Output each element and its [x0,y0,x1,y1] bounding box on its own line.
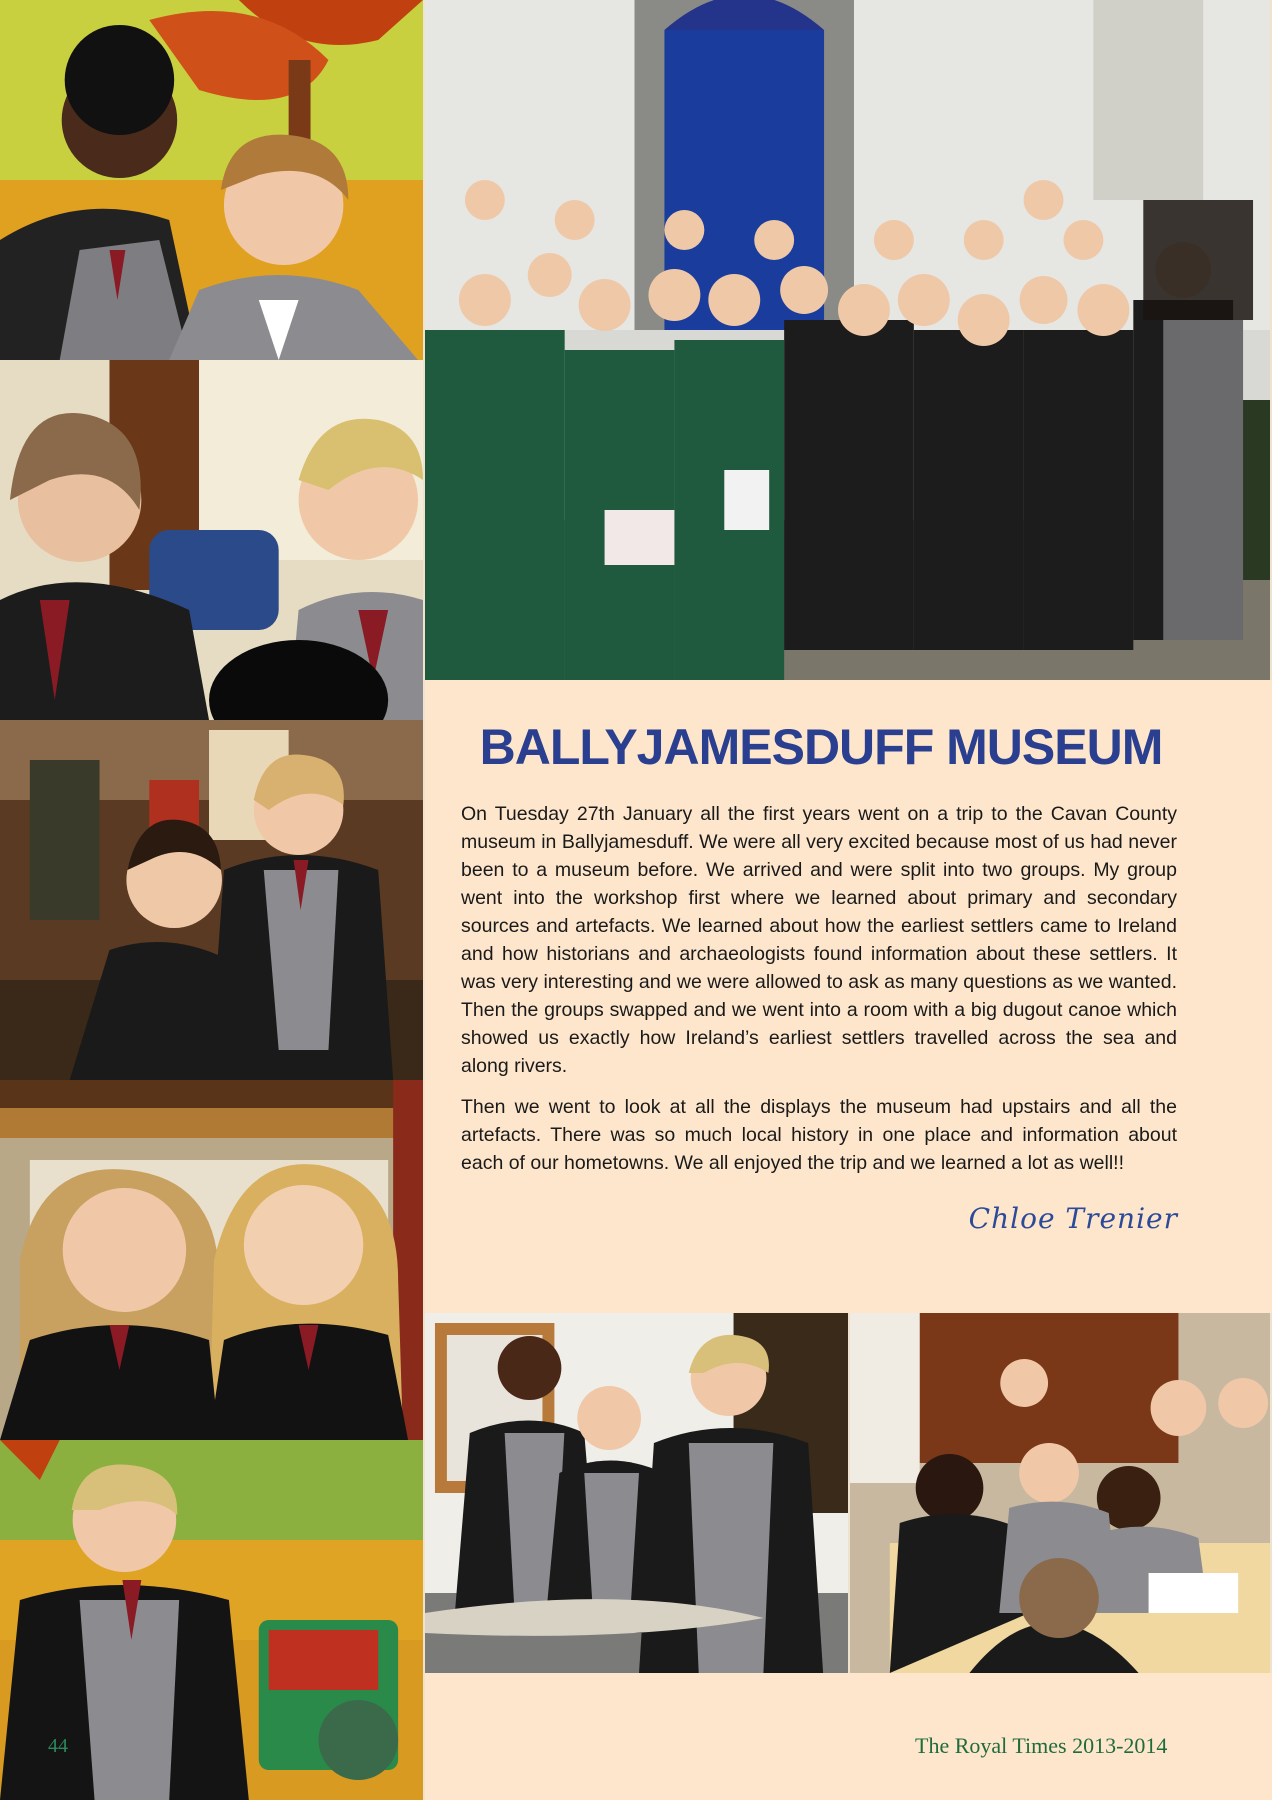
article-paragraph: Then we went to look at all the displays the museum had upstairs and all the artefacts. There was so much local history in one place and information about each of our hometowns. We all enjoyed the trip and we learned a lot as well!! [461,1096,1177,1174]
page-number: 44 [48,1735,68,1757]
photo-two-boys-mural [0,0,425,360]
photo-three-boys-canoe [425,1313,850,1673]
article-title: BALLYJAMESDUFF MUSEUM [479,719,1163,775]
author-signature: Chloe Trenier [968,1202,1178,1235]
publication-footer: The Royal Times 2013-2014 [915,1733,1168,1758]
photo-boys-museum-display [0,720,425,1080]
photo-students-workshop [850,1313,1272,1673]
photo-group-outside-museum [425,0,1272,680]
article-body [461,800,1177,1190]
photo-two-girls [0,1080,425,1440]
article-paragraph: On Tuesday 27th January all the first years went on a trip to the Cavan County museum in Ballyjamesduff. We were all very excited because most of us had never been to a museum before. We arrived and were split into two groups. My group went into the workshop first where we learned about primary and secondary sources and artefacts. We learned about how the earliest settlers came to Ireland and how historians and archaeologists found information about these settlers. It was very interesting and we were allowed to ask as many questions as we wanted. Then the groups swapped and we went into a room with a big dugout canoe which showed us exactly how Ireland’s earliest settlers travelled across the sea and along rivers. [461,803,1177,1077]
photo-students-at-table [0,360,425,720]
